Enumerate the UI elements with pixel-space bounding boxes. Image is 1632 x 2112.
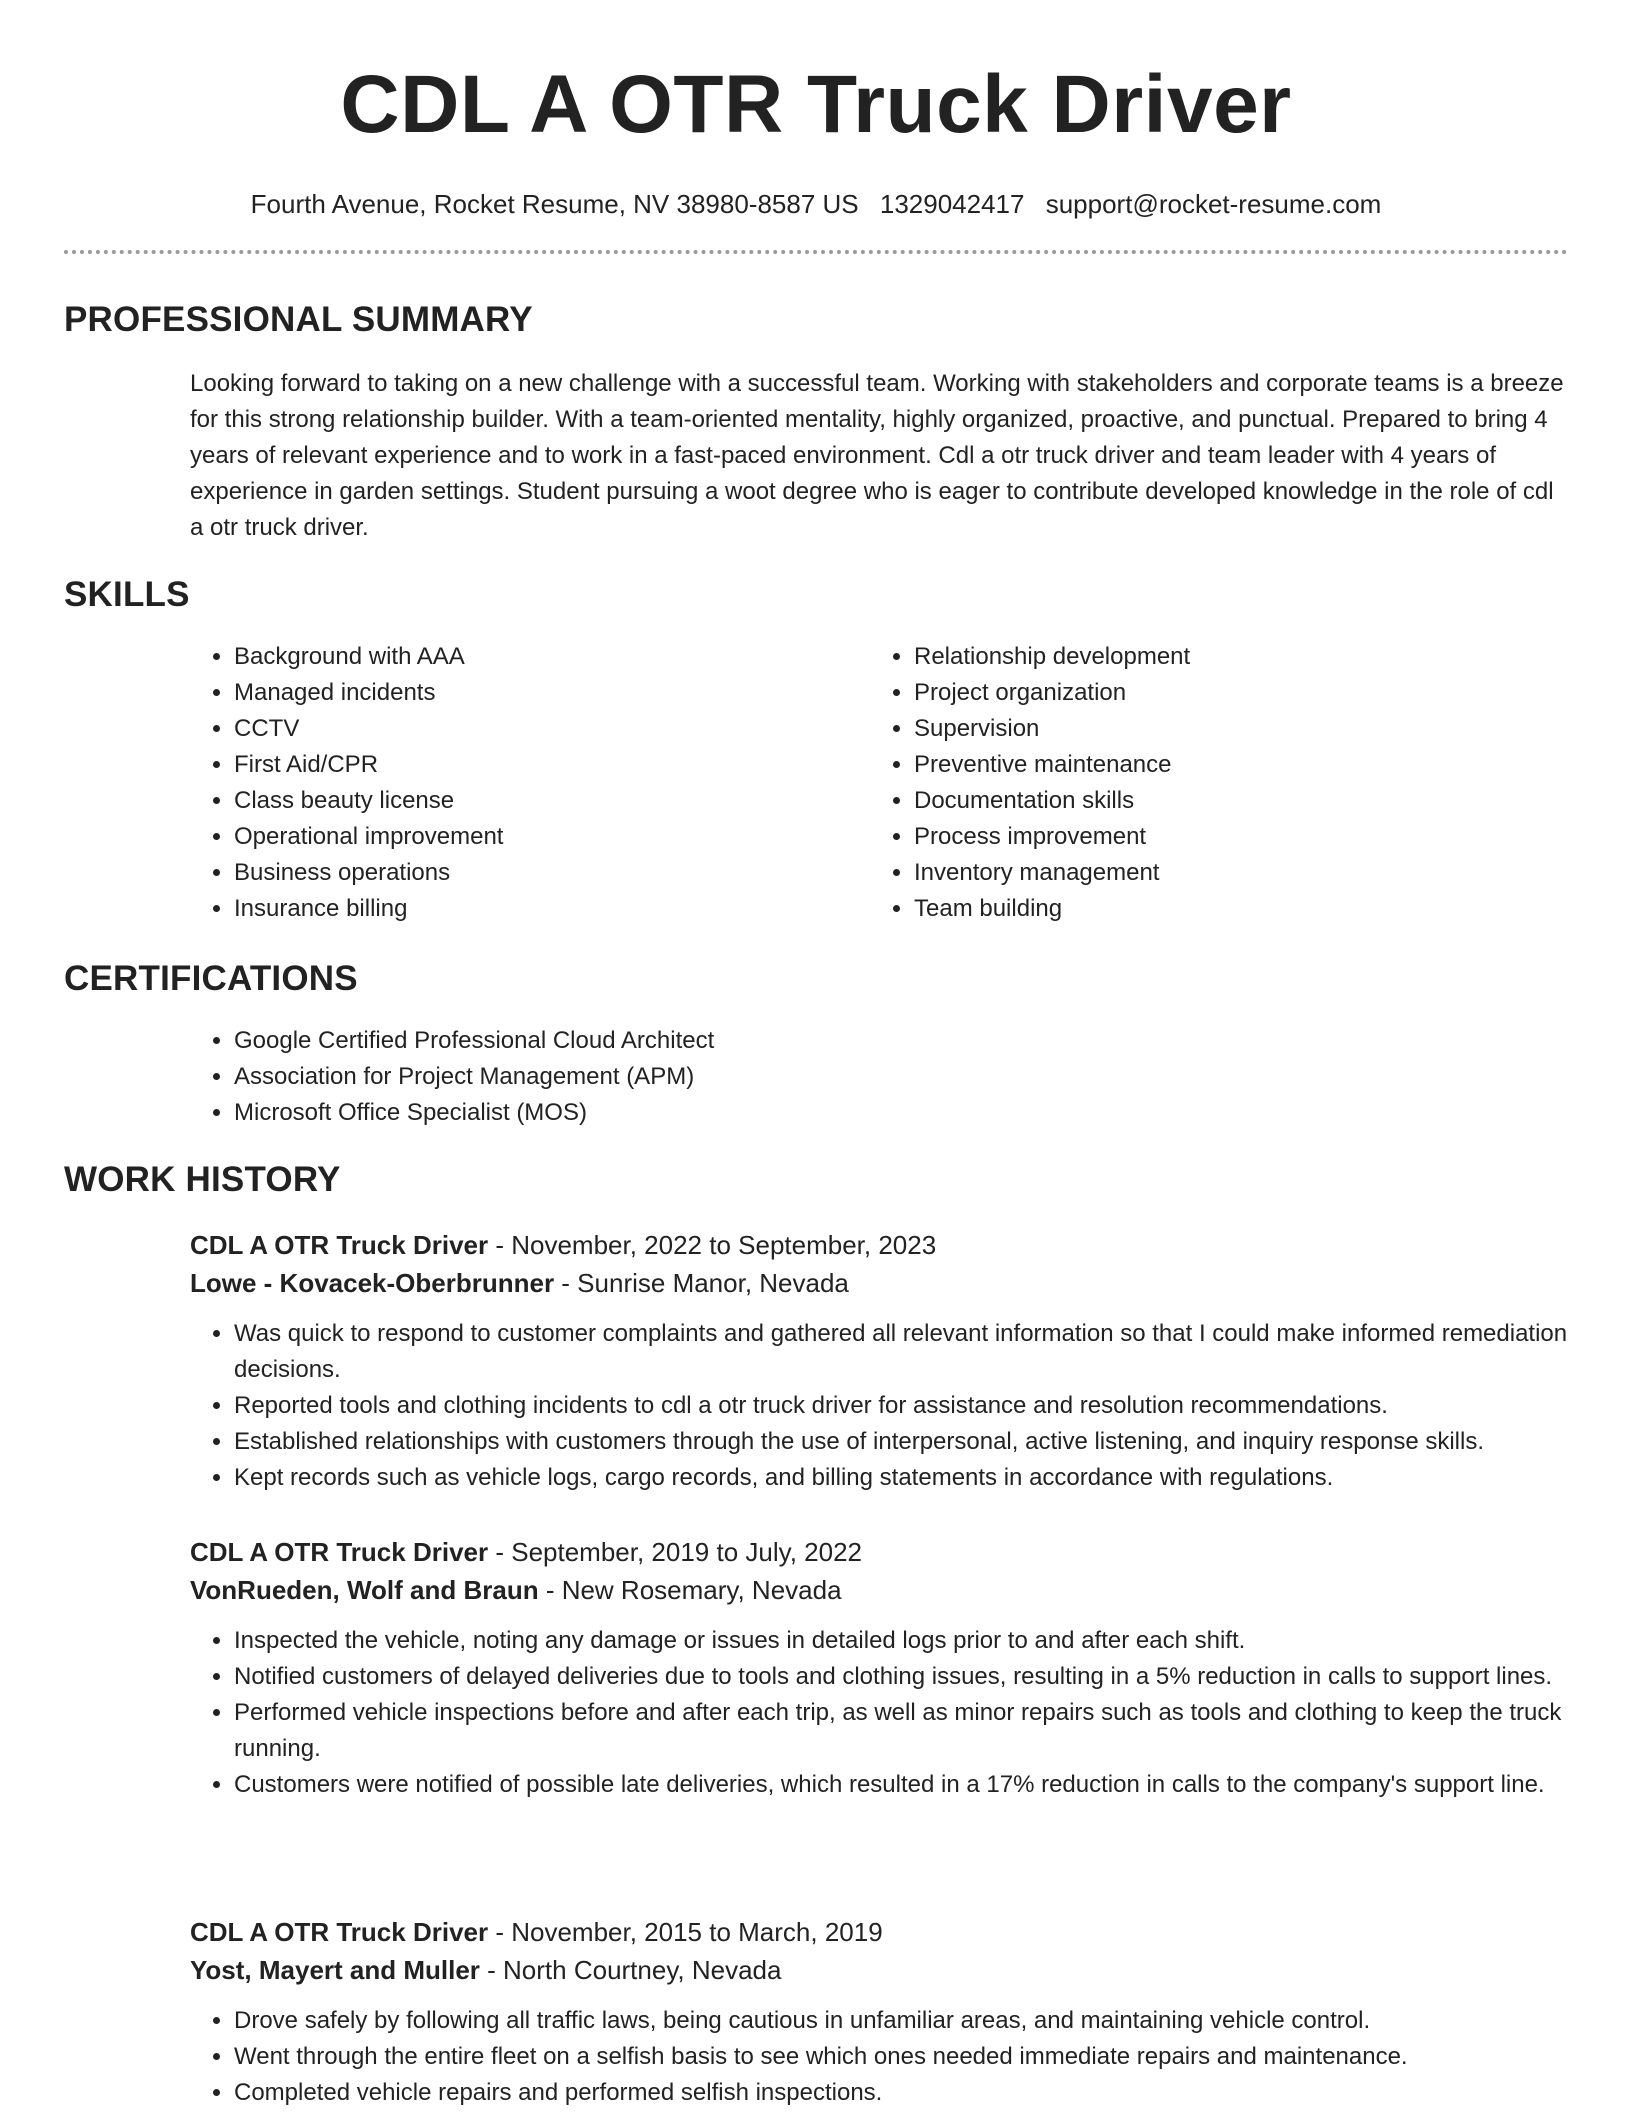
skills-heading: SKILLS [64, 575, 190, 614]
job-company-line [190, 1264, 1568, 1302]
contact-address: Fourth Avenue, Rocket Resume, NV 38980-8587 US [250, 189, 859, 219]
header-divider [64, 250, 1568, 254]
job-bullet: • Drove safely by following all traffic laws, being cautious in unfamiliar areas, and maintaining vehicle control. [234, 2003, 1568, 2039]
skills-list-right [870, 639, 1554, 927]
certification-item: • Association for Project Management (APM) [234, 1059, 1434, 1095]
summary-heading: PROFESSIONAL SUMMARY [64, 300, 533, 339]
job-bullet: • Went through the entire fleet on a selfish basis to see which ones needed immediate repairs and maintenance. [234, 2039, 1568, 2075]
job-entry [190, 1226, 1568, 1496]
work-history-heading: WORK HISTORY [64, 1160, 341, 1199]
job-bullet: • Established relationships with customers through the use of interpersonal, active listening, and inquiry response skills. [234, 1424, 1568, 1460]
job-bullet: • Notified customers of delayed deliveries due to tools and clothing issues, resulting in a 5% reduction in calls to support lines. [234, 1659, 1568, 1695]
job-bullets [190, 1623, 1568, 1803]
certifications-list [190, 1023, 1434, 1131]
job-location: - North Courtney, Nevada [479, 1955, 782, 1985]
job-title-line [190, 1913, 1568, 1951]
candidate-name: CDL A OTR Truck Driver [340, 59, 1292, 150]
skill-item: • Relationship development [914, 639, 1554, 675]
skill-item: • First Aid/CPR [234, 747, 874, 783]
job-title-line [190, 1226, 1568, 1264]
job-role: CDL A OTR Truck Driver [190, 1537, 489, 1567]
certification-item: • Microsoft Office Specialist (MOS) [234, 1095, 1434, 1131]
job-dates: - November, 2022 to September, 2023 [488, 1230, 937, 1260]
skill-item: • Managed incidents [234, 675, 874, 711]
job-bullets [190, 2003, 1568, 2111]
skill-item: • Documentation skills [914, 783, 1554, 819]
job-bullet: • Kept records such as vehicle logs, cargo records, and billing statements in accordance with regulations. [234, 1460, 1568, 1496]
job-dates: - November, 2015 to March, 2019 [488, 1917, 883, 1947]
job-bullet: • Completed vehicle repairs and performed selfish inspections. [234, 2075, 1568, 2111]
contact-phone: 1329042417 [879, 189, 1025, 219]
skill-item: • Team building [914, 891, 1554, 927]
certifications-heading: CERTIFICATIONS [64, 959, 358, 998]
skill-item: • Insurance billing [234, 891, 874, 927]
skill-item: • Project organization [914, 675, 1554, 711]
job-bullet: • Inspected the vehicle, noting any damage or issues in detailed logs prior to and after each shift. [234, 1623, 1568, 1659]
job-role: CDL A OTR Truck Driver [190, 1230, 489, 1260]
skill-item: • Process improvement [914, 819, 1554, 855]
skill-item: • Supervision [914, 711, 1554, 747]
job-bullet: • Reported tools and clothing incidents to cdl a otr truck driver for assistance and resolution recommendations. [234, 1388, 1568, 1424]
job-company: Yost, Mayert and Muller [190, 1955, 480, 1985]
resume-header [0, 0, 1632, 220]
job-role: CDL A OTR Truck Driver [190, 1917, 489, 1947]
job-company-line [190, 1571, 1568, 1609]
job-bullet: • Was quick to respond to customer complaints and gathered all relevant information so that I could make informed remediation decisions. [234, 1316, 1568, 1388]
skill-item: • CCTV [234, 711, 874, 747]
job-title-line [190, 1533, 1568, 1571]
job-location: - Sunrise Manor, Nevada [554, 1268, 849, 1298]
skill-item: • Operational improvement [234, 819, 874, 855]
certification-item: • Google Certified Professional Cloud Architect [234, 1023, 1434, 1059]
job-company-line [190, 1951, 1568, 1989]
summary-text: Looking forward to taking on a new challenge with a successful team. Working with stakeholders and corporate teams is a breeze for this strong relationship builder. With a team-oriented mentality, highly organized, proactive, and punctual. Prepared to bring 4 years of relevant experience and to work in a fast-paced environment. Cdl a otr truck driver and team leader with 4 years of experience in garden settings. Student pursuing a woot degree who is eager to contribute developed knowledge in the role of cdl a otr truck driver. [190, 370, 1564, 541]
contact-line [0, 188, 1632, 220]
contact-email: support@rocket-resume.com [1045, 189, 1382, 219]
job-dates: - September, 2019 to July, 2022 [488, 1537, 862, 1567]
job-entry [190, 1913, 1568, 2111]
job-bullets [190, 1316, 1568, 1496]
job-location: - New Rosemary, Nevada [538, 1575, 842, 1605]
job-bullet: • Customers were notified of possible late deliveries, which resulted in a 17% reduction in calls to the company's support line. [234, 1767, 1568, 1803]
skill-item: • Preventive maintenance [914, 747, 1554, 783]
skill-item: • Class beauty license [234, 783, 874, 819]
job-bullet: • Performed vehicle inspections before and after each trip, as well as minor repairs such as tools and clothing to keep the truck running. [234, 1695, 1568, 1767]
job-entry [190, 1533, 1568, 1803]
skills-list-left [190, 639, 874, 927]
job-company: VonRueden, Wolf and Braun [190, 1575, 539, 1605]
skill-item: • Business operations [234, 855, 874, 891]
skill-item: • Inventory management [914, 855, 1554, 891]
job-company: Lowe - Kovacek-Oberbrunner [190, 1268, 555, 1298]
skill-item: • Background with AAA [234, 639, 874, 675]
